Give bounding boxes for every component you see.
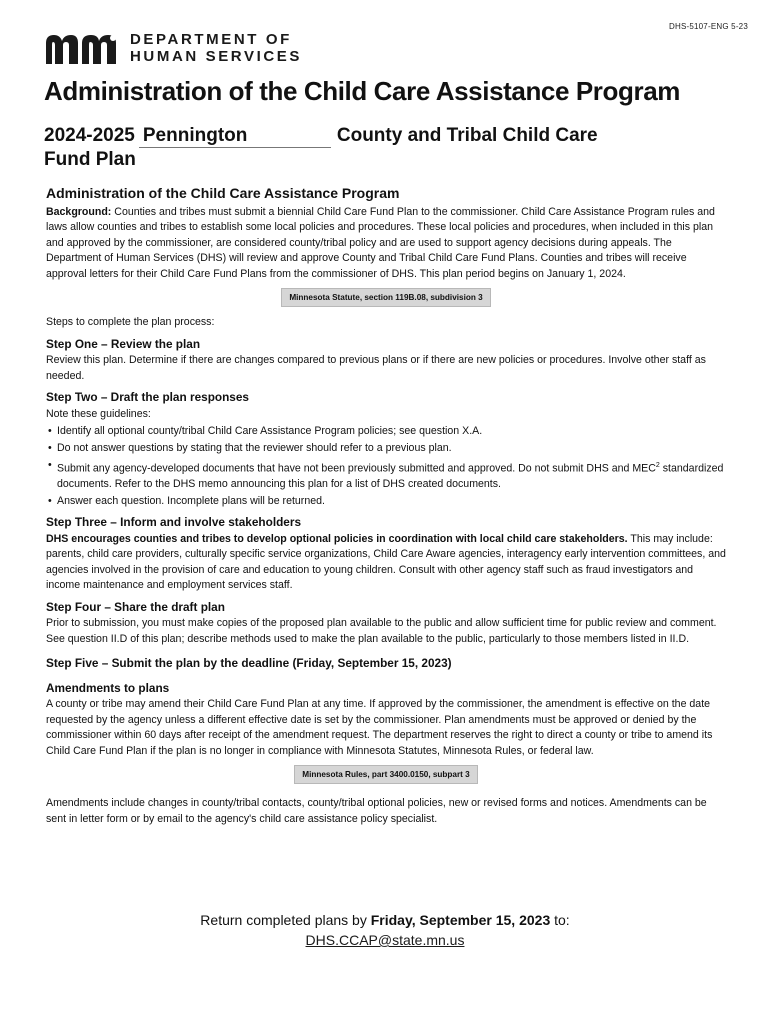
logo-text [130,31,302,65]
email-link[interactable]: DHS.CCAP@state.mn.us [305,932,465,948]
section-heading: Administration of the Child Care Assistance Program [46,185,400,201]
citation-rules: Minnesota Rules, part 3400.0150, subpart 3 [294,765,477,784]
amendments-closing: Amendments include changes in county/tribal contacts, county/tribal optional policies, new or revised forms and notices. Amendments can be sent in letter form or by email to the agency's child care assistance policy specialist. [46,797,707,825]
step-three-heading: Step Three – Inform and involve stakeholders [46,515,302,530]
step-two-heading: Step Two – Draft the plan responses [46,390,249,404]
plan-subtitle [44,124,598,172]
guideline-item: • Identify all optional county/tribal Child Care Assistance Program policies; see question X.A. [46,424,726,440]
background-paragraph [46,205,726,283]
step-five-heading: Step Five – Submit the plan by the deadline (Friday, September 15, 2023) [46,656,452,671]
guideline-item: • Answer each question. Incomplete plans will be returned. [46,494,726,510]
step-four-heading: Step Four – Share the draft plan [46,599,225,614]
mec-superscript: 2 [655,461,660,469]
dhs-logo [44,31,302,65]
guidelines-list [46,424,726,510]
logo-line-2: HUMAN SERVICES [130,48,302,65]
return-date: Friday, September 15, 2023 [370,912,551,928]
return-post: to: [550,912,570,928]
step-two-intro: Note these guidelines: [46,407,151,420]
background-label: Background: [46,205,112,218]
steps-intro: Steps to complete the plan process: [46,316,215,328]
amendments-heading: Amendments to plans [46,680,170,695]
form-number: DHS-5107-ENG 5-23 [669,22,748,31]
step-one-text: Review this plan. Determine if there are changes compared to previous plans or if there are new policies or procedures. Involve other staff as needed. [46,354,706,382]
step-three-body: This may include: parents, child care providers, culturally specific service organizations, Child Care Aware agencies, interagency early intervention committees, and agencies involved in the provision of care and education to young children. Consult with other agency staff such as fraud investigators and income maintenance and employment services staff. [46,532,726,592]
step-three-bold: DHS encourages counties and tribes to develop optional policies in coordination with local child care stakeholders. [46,532,628,545]
guideline-3-part-1: Submit any agency-developed documents that have not been previously submitted and approved. Do not submit DHS and MEC [57,462,656,475]
guideline-3-part-2: standardized documents. Refer to the DHS memo announcing this plan for a list of DHS created documents. [57,462,724,490]
mn-logo-icon [44,32,118,64]
plan-year: 2024-2025 [44,125,135,146]
step-one-heading: Step One – Review the plan [46,336,201,351]
page-title: Administration of the Child Care Assistance Program [44,76,680,106]
background-text: Counties and tribes must submit a biennial Child Care Fund Plan to the commissioner. Child Care Assistance Program rules and laws allow counties and tribes to establish some local policies and procedures. These local policies and procedures, when included in this plan and approved by the commissioner, are considered county/tribal policy and are used to support agency decisions during appeals. The Department of Human Services (DHS) will review and approve County and Tribal Child Care Fund Plans. Counties and tribes will receive approval letters for their Child Care Fund Plans from the commissioner of DHS. This plan period begins on January 1, 2024. [46,205,715,280]
citation-statute: Minnesota Statute, section 119B.08, subdivision 3 [281,288,490,307]
return-line [0,910,770,930]
return-pre: Return completed plans by [200,912,371,928]
subtitle-line-2: Fund Plan [44,149,136,170]
step-three-text [46,532,726,594]
main-content [46,186,726,827]
step-four-text: Prior to submission, you must make copies of the proposed plan available to the public and allow sufficient time for public review and comment. See question II.D of this plan; describe methods used to make the plan available to the public, particularly to those members listed in II.D. [46,617,717,645]
guideline-item [46,458,726,493]
logo-line-1: DEPARTMENT OF [130,31,292,48]
county-name-field[interactable]: Pennington [139,125,331,148]
guideline-item: • Do not answer questions by stating that the reviewer should refer to a previous plan. [46,441,726,457]
return-instructions [0,910,770,950]
amendments-text: A county or tribe may amend their Child Care Fund Plan at any time. If approved by the commissioner, the amendment is effective on the date requested by the agency unless a different effective date is set by the commissioner. Plan amendments must be approved or denied by the commissioner within 60 days after receipt of the amendment request. The department reserves the right to direct a county or tribe to amend its Child Care Fund Plan if the plan is no longer in compliance with Minnesota Statutes, Minnesota Rules, or federal law. [46,698,713,757]
subtitle-after-field: County and Tribal Child Care [336,125,598,146]
